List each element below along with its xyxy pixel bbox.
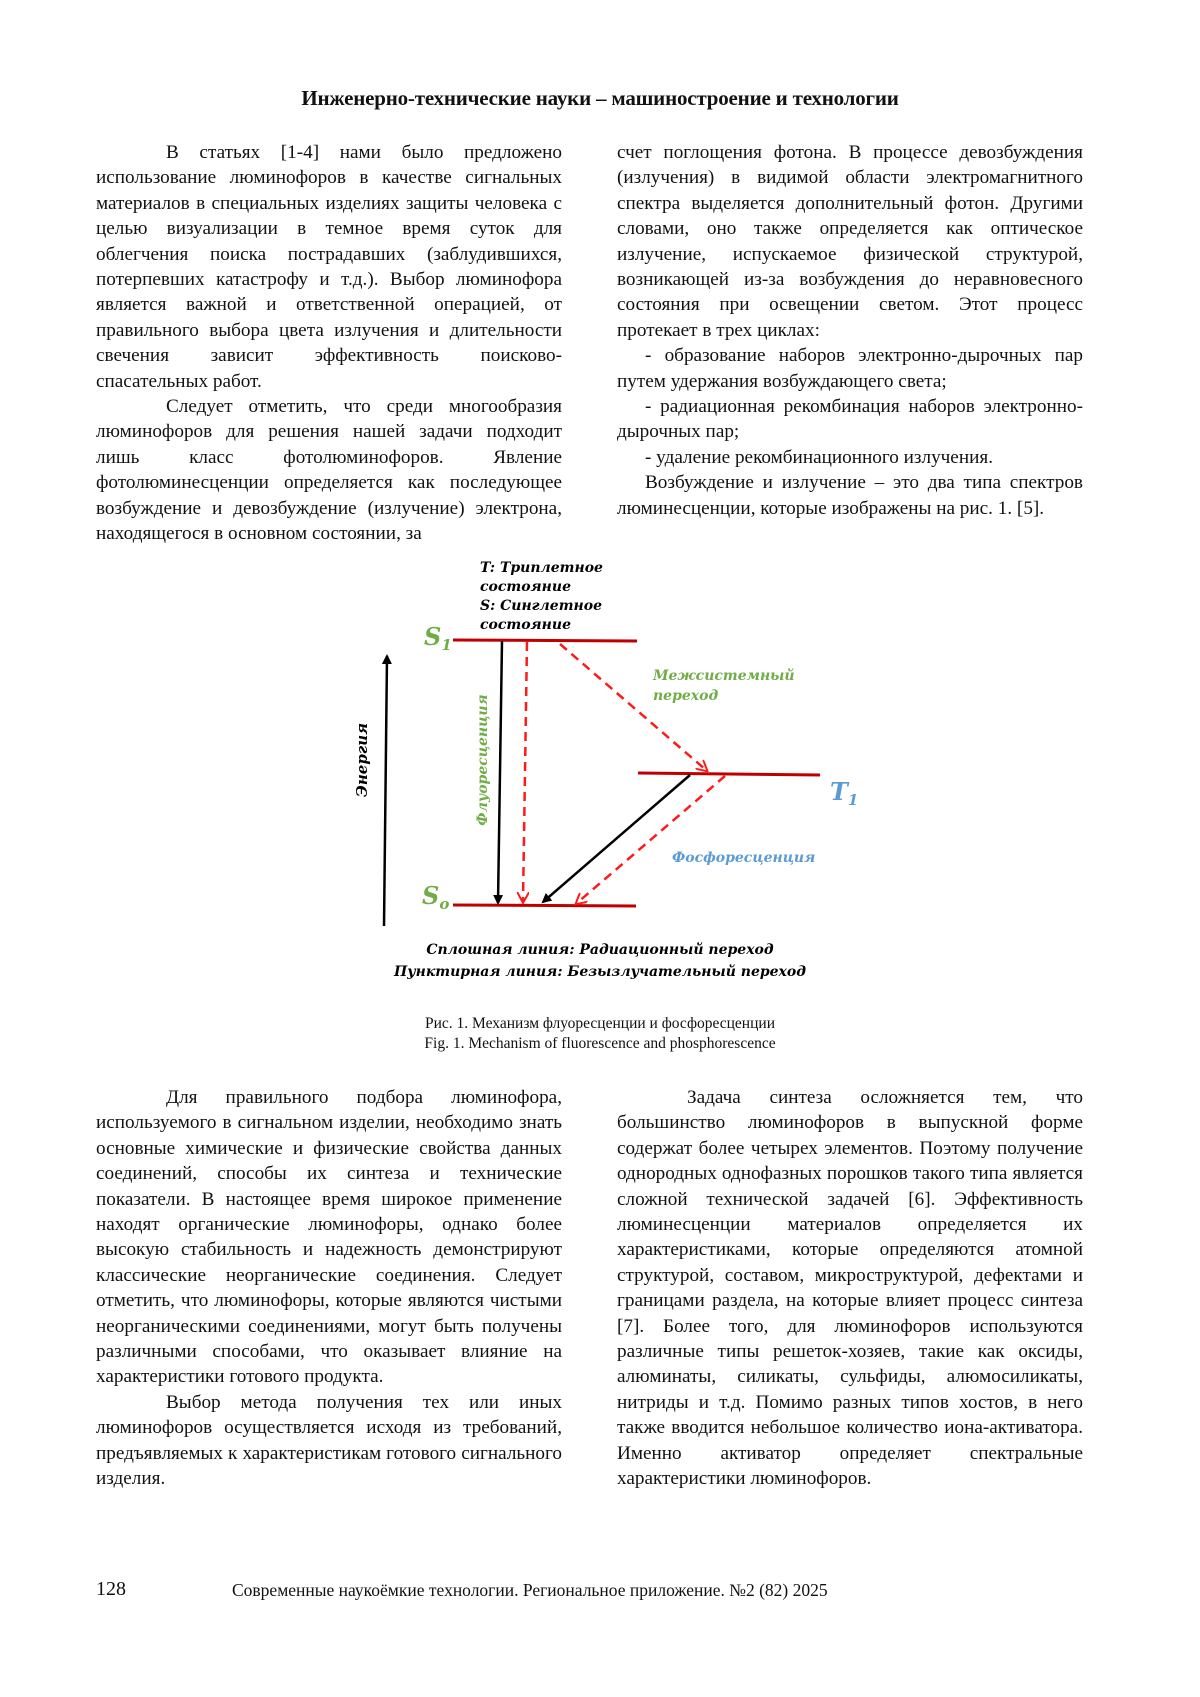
svg-text:S: Синглетное: S: Синглетное [480, 598, 602, 614]
fluorescence-label: Флуоресценция [475, 694, 491, 826]
journal-title: Современные наукоёмкие технологии. Региональное приложение. №2 (82) 2025 [232, 1580, 828, 1600]
svg-text:Пунктирная линия: Безызлучател: Пунктирная линия: Безызлучательный переход [394, 964, 806, 980]
list-item: - удаление рекомбинационного излучения. [645, 446, 993, 468]
svg-text:Сплошная линия: Радиационный п: Сплошная линия: Радиационный переход [426, 942, 774, 958]
paragraph: Возбуждение и излучение – это два типа спектров люминесценции, которые изображены на рис. 1. [5]. [617, 472, 1083, 519]
paragraph: Следует отметить, что среди многообразия люминофоров для решения нашей задачи подходит лишь класс фотолюминофоров. Явление фотолюминесценции определяется как последующее возбуждение и девозбуждение (излучение) электрона, находящегося в основном состоянии, за [96, 396, 562, 545]
isc-label: переход [653, 688, 719, 704]
level-label-t1: $T_1$ [830, 777, 859, 809]
fluorescence-arrow [498, 641, 502, 903]
intersystem-crossing-arrow [560, 644, 706, 770]
figure-caption [0, 1014, 1200, 1054]
paragraph: Задача синтеза осложняется тем, что большинство люминофоров в выпускной форме содержат более четырех элементов. Поэтому получение однородных однофазных порошков такого типа является сложной технической задачей [6]. Эффективность люминесценции материалов определяется их характеристиками, которые определяются атомной структурой, составом, микроструктурой, дефектами и границами раздела, на которые влияет процесс синтеза [7]. Более того, для люминофоров используются различные типы решеток-хозяев, такие как оксиды, алюминаты, силикаты, сульфиды, алюмосиликаты, нитриды и т.д. Помимо разных типов хостов, в него также вводится небольшое количество иона-активатора. Именно активатор определяет спектральные характеристики люминофоров. [617, 1087, 1083, 1490]
phosphorescence-label: Фосфоресценция [672, 850, 816, 866]
phosphorescence-arrow [543, 775, 690, 902]
svg-text:состояние: состояние [480, 617, 571, 633]
energy-axis-label: Энергия [353, 722, 371, 798]
svg-text:T: Триплетное: T: Триплетное [480, 560, 603, 576]
level-t1 [638, 773, 820, 775]
paragraph: В статьях [1-4] нами было предложено использование люминофоров в качестве сигнальных материалов в специальных изделиях защиты человека с целью визуализации в темное время суток для облегчения поиска пострадавших (заблудившихся, потерпевших катастрофу и т.д.). Выбор люминофора является важной и ответственной операцией, от правильного выбора цвета излучения и длительности свечения зависит эффективность поисково-спасательных работ. [96, 142, 562, 392]
paragraph: Выбор метода получения тех или иных люминофоров осуществляется исходя из требований, предъявляемых к характеристикам готового сигнального изделия. [96, 1391, 562, 1490]
level-label-s1: $S_1$ [424, 622, 452, 654]
isc-label: Межсистемный [653, 668, 795, 684]
paragraph: счет поглощения фотона. В процессе девозбуждения (излучения) в видимой области электромагнитного спектра выделяется дополнительный фотон. Другими словами, оно также определяется как оптическое излучение, испускаемое физической структурой, возникающей из-за возбуждения до неравновесного состояния при освещении светом. Этот процесс протекает в трех циклах: [617, 142, 1083, 341]
paragraph: Для правильного подбора люминофора, используемого в сигнальном изделии, необходимо знать основные химические и физические свойства данных соединений, способы их синтеза и технические показатели. В настоящее время широкое применение находят органические люминофоры, однако более высокую стабильность и надежность демонстрируют классические неорганические соединения. Следует отметить, что люминофоры, которые являются чистыми неорганическими соединениями, могут быть получены различными способами, что оказывает влияние на характеристики готового продукта. [96, 1087, 562, 1388]
list-item: - радиационная рекомбинация наборов электронно-дырочных пар; [617, 396, 1083, 443]
energy-level-diagram [0, 555, 1200, 1005]
svg-text:состояние: состояние [480, 579, 571, 595]
caption-ru: Рис. 1. Механизм флуоресценции и фосфоресценции [425, 1015, 775, 1032]
level-s0 [453, 905, 636, 906]
section2-right-column [617, 1085, 1083, 1492]
nonradiative-s1-s0-arrow [523, 642, 527, 901]
list-item: - образование наборов электронно-дырочных пар путем удержания возбуждающего света; [617, 345, 1083, 392]
nonradiative-t1-s0-arrow [577, 776, 725, 903]
section1-right-column [617, 140, 1083, 521]
caption-en: Fig. 1. Mechanism of fluorescence and phosphorescence [424, 1035, 776, 1052]
energy-axis-arrow [384, 656, 387, 926]
state-legend [480, 560, 603, 633]
level-s1 [453, 640, 637, 641]
running-header: Инженерно-технические науки – машиностроение и технологии [301, 86, 899, 110]
level-label-s0: $S_o$ [422, 881, 450, 913]
page-number: 128 [96, 1578, 126, 1600]
transition-legend [393, 941, 806, 980]
section2-left-column [96, 1085, 562, 1492]
section1-left-column [96, 140, 562, 547]
